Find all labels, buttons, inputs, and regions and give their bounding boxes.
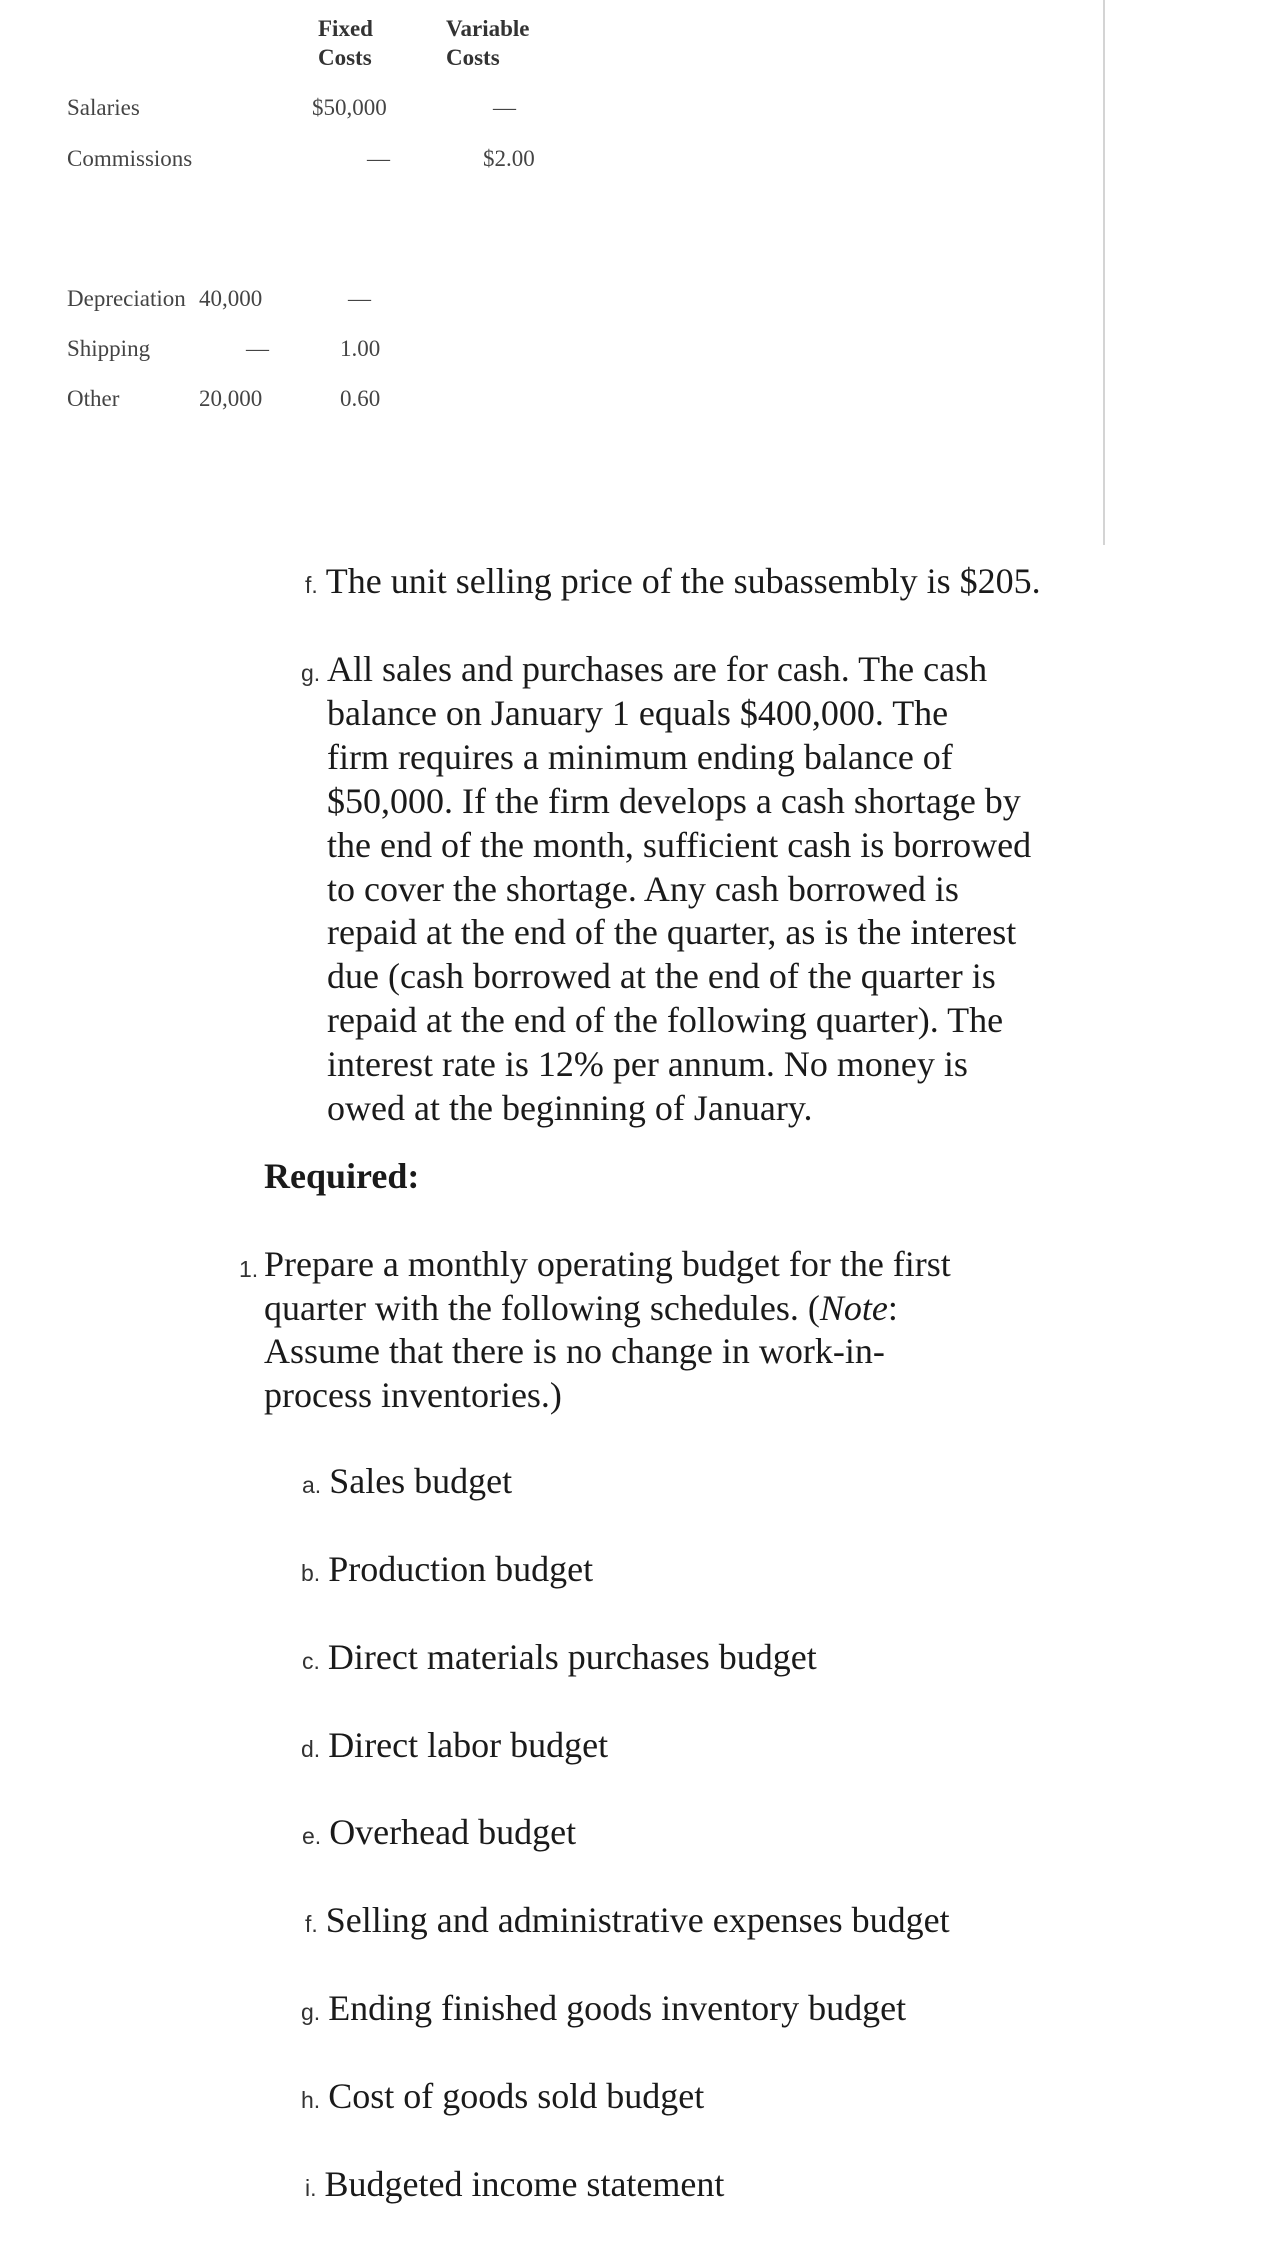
schedule-item-i: i. Budgeted income statement <box>305 2164 725 2204</box>
item-g-line: to cover the shortage. Any cash borrowed is <box>327 868 959 909</box>
cell-shipping-variable: 1.00 <box>340 336 381 361</box>
schedule-item-a: a. Sales budget <box>302 1461 513 1501</box>
item-f-marker: f. <box>305 572 318 598</box>
required-item-1-text: Prepare a monthly operating budget for the first quarter with the following schedules. (Note: Assume that there is no change in work-in- process inventories.) <box>264 1244 951 1416</box>
required-heading: Required: <box>264 1156 420 1196</box>
row-label-depreciation: Depreciation <box>67 286 186 311</box>
cell-depreciation-fixed: 40,000 <box>199 286 263 311</box>
item-g-line: repaid at the end of the following quarter). The <box>327 1000 1004 1041</box>
item-g-line: firm requires a minimum ending balance of <box>327 736 953 777</box>
item-g-line: due (cash borrowed at the end of the quarter is <box>327 956 996 997</box>
cell-depreciation-variable: — <box>348 286 371 311</box>
table-border-line <box>1103 0 1105 545</box>
row-label-commissions: Commissions <box>67 146 193 171</box>
item-g-text <box>327 648 1031 1131</box>
item-f-text: The unit selling price of the subassembly is $205. <box>325 561 1041 601</box>
cell-other-variable: 0.60 <box>340 386 381 411</box>
required-item-1-marker: 1. <box>239 1256 259 1282</box>
cell-shipping-fixed: — <box>246 336 269 361</box>
schedule-item-e: e. Overhead budget <box>302 1812 577 1852</box>
schedule-item-g: g. Ending finished goods inventory budget <box>301 1988 907 2028</box>
cell-commissions-variable: $2.00 <box>483 146 535 171</box>
row-label-other: Other <box>67 386 120 411</box>
cell-other-fixed: 20,000 <box>199 386 263 411</box>
item-f <box>305 560 1041 602</box>
item-g-line: balance on January 1 equals $400,000. The <box>327 692 949 733</box>
variable-costs-header: Variable Costs <box>446 16 530 70</box>
cell-salaries-fixed: $50,000 <box>312 95 387 120</box>
item-g-line: the end of the month, sufficient cash is borrowed <box>327 824 1032 865</box>
item-g-line: owed at the beginning of January. <box>327 1088 813 1129</box>
note-emphasis: Note <box>819 1287 888 1328</box>
row-label-shipping: Shipping <box>67 336 151 361</box>
item-g-line: interest rate is 12% per annum. No money is <box>327 1044 968 1085</box>
cell-commissions-fixed: — <box>367 146 390 171</box>
item-g-line: $50,000. If the firm develops a cash shortage by <box>327 780 1021 821</box>
item-g-line: repaid at the end of the quarter, as is the interest <box>327 912 1017 953</box>
cell-salaries-variable: — <box>493 95 516 120</box>
schedule-item-c: c. Direct materials purchases budget <box>302 1637 817 1677</box>
schedule-item-f: f. Selling and administrative expenses budget <box>305 1900 950 1940</box>
item-g-marker: g. <box>301 660 321 686</box>
fixed-costs-header: Fixed Costs <box>318 16 373 70</box>
schedule-item-d: d. Direct labor budget <box>301 1725 609 1765</box>
schedule-item-b: b. Production budget <box>301 1549 594 1589</box>
schedule-item-h: h. Cost of goods sold budget <box>301 2076 705 2116</box>
item-g-line: All sales and purchases are for cash. The cash <box>327 649 988 689</box>
row-label-salaries: Salaries <box>67 95 140 120</box>
